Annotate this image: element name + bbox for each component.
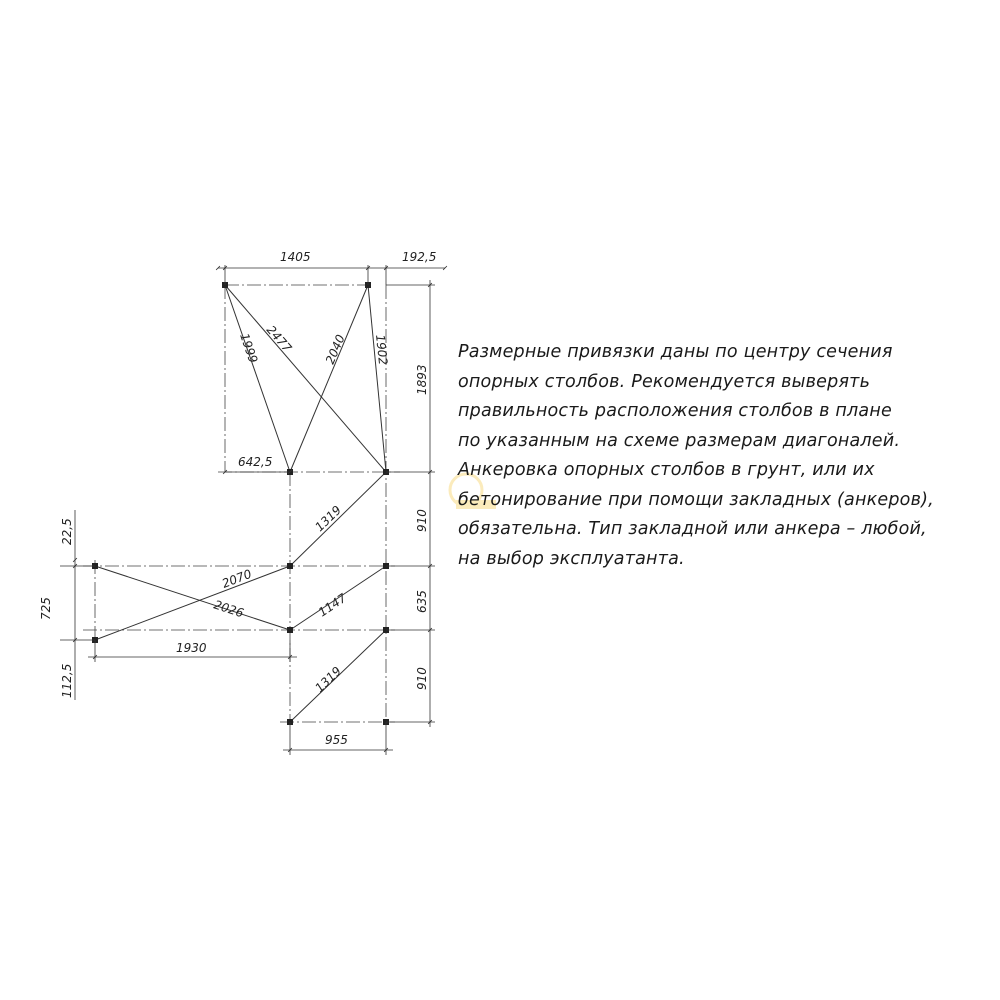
dim-left-bottom-offset: 112,5 bbox=[60, 663, 74, 698]
dim-left-top-offset: 22,5 bbox=[60, 518, 74, 545]
note-line: на выбор эксплуатанта. bbox=[458, 548, 685, 569]
dim-right-bottom-height: 910 bbox=[415, 667, 429, 690]
note-line: бетонирование при помощи закладных (анкеров), bbox=[458, 489, 934, 510]
note-line: Размерные привязки даны по центру сечения bbox=[458, 342, 893, 362]
diag-label: 1319 bbox=[312, 663, 345, 696]
note-line: правильность расположения столбов в плане bbox=[458, 401, 892, 421]
note-line: по указанным на схеме размерам диагоналей. bbox=[458, 430, 901, 451]
note-line: опорных столбов. Рекомендуется выверять bbox=[458, 371, 871, 392]
diag-label: 1999 bbox=[237, 331, 261, 365]
note-line: Анкеровка опорных столбов в грунт, или их bbox=[458, 460, 875, 480]
note-line: обязательна. Тип закладной или анкера – любой, bbox=[458, 519, 927, 539]
dim-right-lower-height: 635 bbox=[415, 590, 429, 613]
dim-left-height: 725 bbox=[39, 597, 53, 620]
dim-top-width: 1405 bbox=[280, 250, 311, 264]
dim-right-top-height: 1893 bbox=[415, 364, 429, 395]
center-lines bbox=[83, 285, 400, 722]
dim-right-mid-height: 910 bbox=[415, 509, 429, 532]
post bbox=[287, 627, 293, 633]
diag-label: 2040 bbox=[322, 332, 348, 367]
diag-label: 2477 bbox=[263, 322, 295, 356]
posts bbox=[92, 282, 389, 725]
dim-bottom-width: 955 bbox=[325, 733, 348, 747]
diag-label: 1902 bbox=[373, 333, 391, 366]
dim-top-right-offset: 192,5 bbox=[402, 250, 437, 264]
note-text bbox=[458, 338, 978, 574]
diag-label: 1147 bbox=[315, 590, 350, 620]
diag-label: 2026 bbox=[212, 597, 246, 621]
diag-label: 1319 bbox=[312, 502, 345, 535]
dim-left-width: 1930 bbox=[176, 641, 207, 655]
dim-inner-offset: 642,5 bbox=[238, 455, 273, 469]
diag-label: 2070 bbox=[220, 566, 254, 591]
post bbox=[287, 563, 293, 569]
